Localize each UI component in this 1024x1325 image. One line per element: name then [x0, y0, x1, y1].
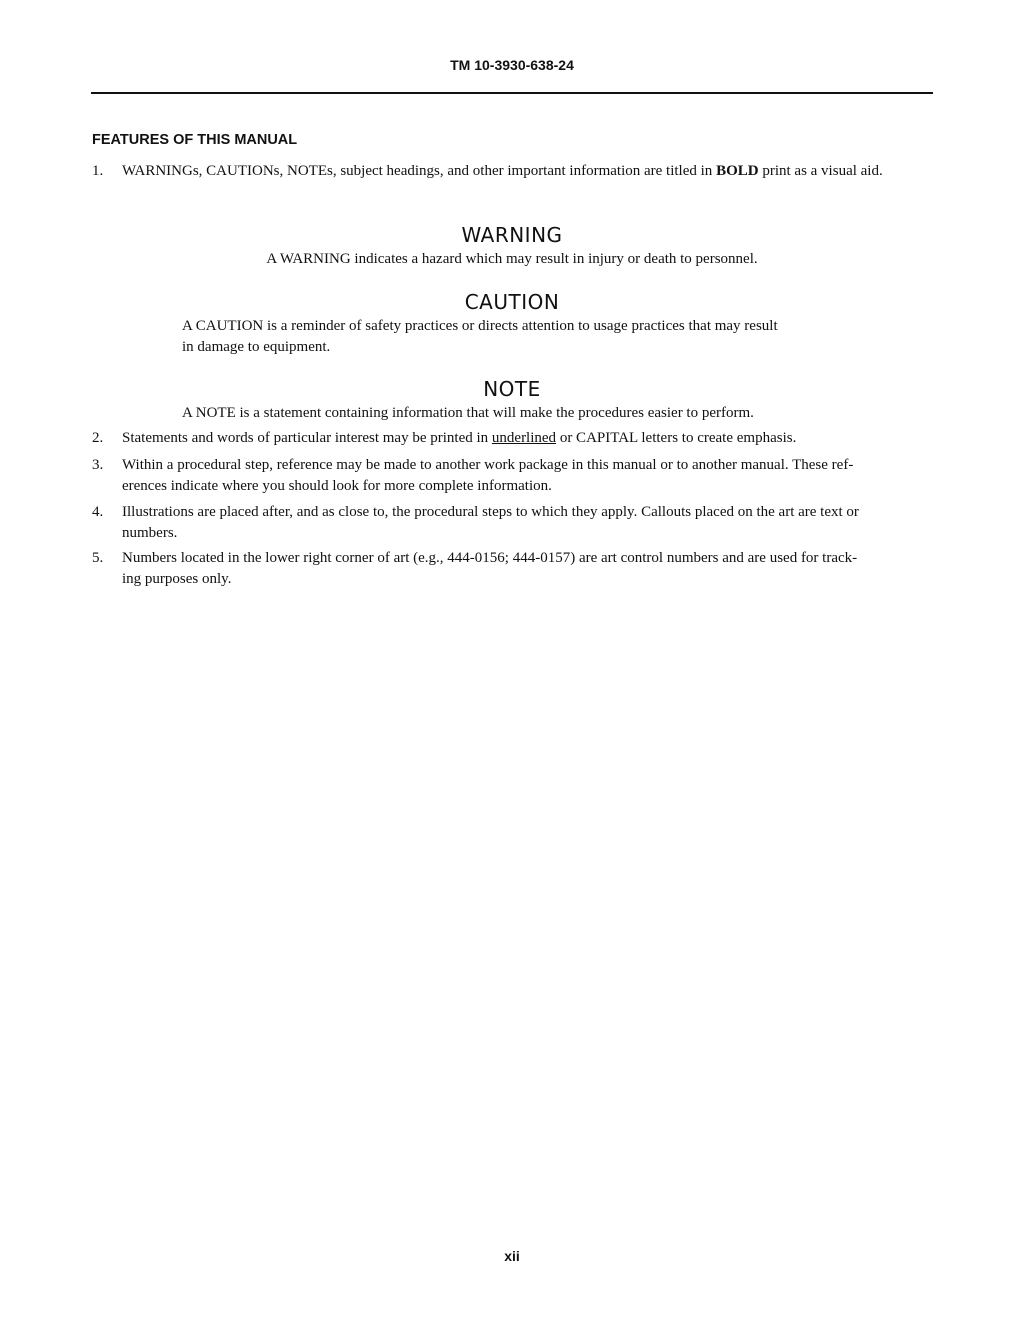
list-item-2	[92, 428, 937, 449]
document-header-title: TM 10-3930-638-24	[450, 57, 574, 73]
list-item-text: Illustrations are placed after, and as close to, the procedural steps to which they apply. Callouts placed on the art are text or numbers.	[122, 504, 859, 541]
list-item-number: 1.	[92, 163, 104, 179]
list-item-4	[92, 502, 937, 543]
list-item-text: Statements and words of particular interest may be printed in underlined or CAPITAL letters to create emphasis.	[122, 430, 797, 446]
note-title: NOTE	[483, 377, 541, 401]
list-item-text: Numbers located in the lower right corner of art (e.g., 444-0156; 444-0157) are art control numbers and are used for track- ing purposes only.	[122, 550, 858, 587]
section-title: FEATURES OF THIS MANUAL	[92, 132, 298, 148]
caution-text-line: A CAUTION is a reminder of safety practices or directs attention to usage practices that may result	[182, 318, 778, 334]
list-item-text: WARNINGs, CAUTIONs, NOTEs, subject headings, and other important information are titled in BOLD print as a visual aid.	[122, 163, 883, 179]
caution-title: CAUTION	[464, 290, 560, 314]
underlined-emphasis: underlined	[491, 430, 557, 446]
list-item-3	[92, 455, 937, 496]
list-item-number: 4.	[92, 504, 104, 520]
caution-text-line: in damage to equipment.	[182, 338, 331, 355]
list-item-5	[92, 548, 937, 589]
list-item-text: Within a procedural step, reference may be made to another work package in this manual or to another manual. These ref- erences indicate where you should look for more complete information.	[122, 457, 854, 494]
list-item-number: 2.	[92, 430, 104, 446]
list-item-1	[92, 161, 937, 182]
bold-emphasis: BOLD	[716, 163, 759, 179]
list-item-number: 5.	[92, 550, 104, 566]
list-item-number: 3.	[92, 457, 104, 473]
page-number: xii	[504, 1248, 520, 1264]
warning-text: A WARNING indicates a hazard which may result in injury or death to personnel.	[266, 251, 758, 267]
warning-title: WARNING	[461, 223, 563, 247]
caution-text	[182, 316, 882, 357]
header-divider	[91, 92, 933, 94]
note-text: A NOTE is a statement containing information that will make the procedures easier to perform.	[182, 405, 754, 421]
